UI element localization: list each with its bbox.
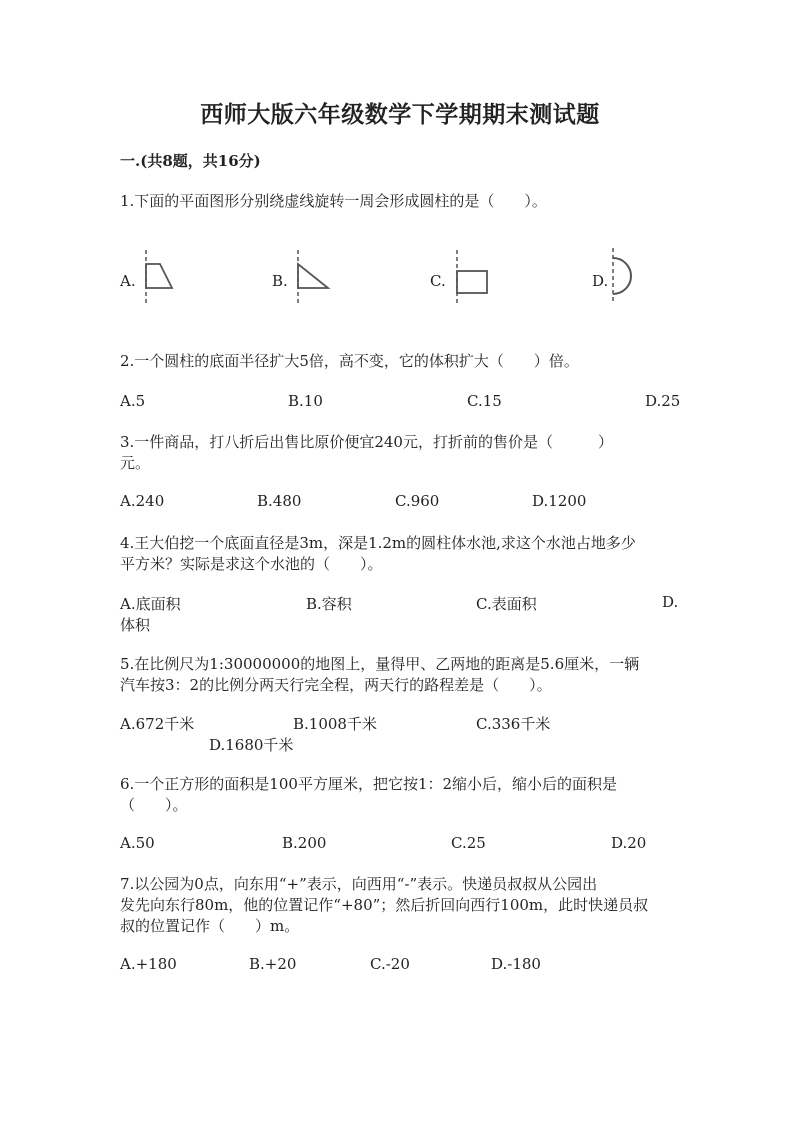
rectangle-axis-icon bbox=[449, 248, 499, 308]
q1-option-c-label: C. bbox=[430, 272, 446, 290]
triangle-axis-icon bbox=[290, 248, 340, 308]
question-4-text-line-2: 平方米？实际是求这个水池的（ ）。 bbox=[120, 555, 383, 573]
q5-option-a: A.672千米 bbox=[120, 715, 195, 733]
section-heading: 一.(共8题，共16分) bbox=[120, 152, 261, 170]
question-3-text-line-2: 元。 bbox=[120, 454, 151, 472]
q4-option-c: C.表面积 bbox=[476, 595, 537, 613]
q6-option-d: D.20 bbox=[611, 834, 647, 852]
q7-option-c: C.-20 bbox=[370, 955, 410, 973]
q2-option-a: A.5 bbox=[120, 392, 146, 410]
q4-option-d-continued: 体积 bbox=[120, 616, 151, 634]
q4-option-a: A.底面积 bbox=[120, 595, 181, 613]
question-1-text: 1.下面的平面图形分别绕虚线旋转一周会形成圆柱的是（ ）。 bbox=[120, 192, 547, 210]
question-7-text-line-3: 叔的位置记作（ ）m。 bbox=[120, 917, 300, 935]
question-6-text-line-1: 6.一个正方形的面积是100平方厘米，把它按1：2缩小后，缩小后的面积是 bbox=[120, 775, 618, 793]
page-title: 西师大版六年级数学下学期期末测试题 bbox=[200, 101, 600, 128]
q5-option-d: D.1680千米 bbox=[209, 736, 294, 754]
q6-option-a: A.50 bbox=[120, 834, 155, 852]
q1-option-a-label: A. bbox=[120, 272, 136, 290]
q6-option-c: C.25 bbox=[451, 834, 486, 852]
q3-option-a: A.240 bbox=[120, 492, 165, 510]
question-5-text-line-1: 5.在比例尺为1:30000000的地图上，量得甲、乙两地的距离是5.6厘米，一辆 bbox=[120, 655, 640, 673]
q1-option-d-label: D. bbox=[592, 272, 609, 290]
question-6-text-line-2: （ ）。 bbox=[120, 796, 188, 814]
q3-option-c: C.960 bbox=[395, 492, 440, 510]
q4-option-b: B.容积 bbox=[306, 595, 352, 613]
q3-option-b: B.480 bbox=[257, 492, 302, 510]
question-5-text-line-2: 汽车按3：2的比例分两天行完全程，两天行的路程差是（ ）。 bbox=[120, 676, 552, 694]
q2-option-d: D.25 bbox=[645, 392, 681, 410]
q2-option-b: B.10 bbox=[288, 392, 323, 410]
q3-option-d: D.1200 bbox=[532, 492, 587, 510]
semicircle-axis-icon bbox=[605, 246, 645, 310]
q5-option-b: B.1008千米 bbox=[293, 715, 377, 733]
q6-option-b: B.200 bbox=[282, 834, 327, 852]
q7-option-a: A.+180 bbox=[120, 955, 177, 973]
question-7-text-line-1: 7.以公园为0点，向东用“+”表示，向西用“-”表示。快递员叔叔从公园出 bbox=[120, 875, 598, 893]
question-3-text-line-1: 3.一件商品，打八折后出售比原价便宜240元，打折前的售价是（ ） bbox=[120, 433, 613, 451]
q7-option-d: D.-180 bbox=[491, 955, 541, 973]
question-2-text: 2.一个圆柱的底面半径扩大5倍，高不变，它的体积扩大（ ）倍。 bbox=[120, 352, 579, 370]
q7-option-b: B.+20 bbox=[249, 955, 297, 973]
question-4-text-line-1: 4.王大伯挖一个底面直径是3m，深是1.2m的圆柱体水池,求这个水池占地多少 bbox=[120, 534, 636, 552]
q4-option-d: D. bbox=[662, 593, 679, 611]
q2-option-c: C.15 bbox=[467, 392, 502, 410]
q5-option-c: C.336千米 bbox=[476, 715, 551, 733]
question-7-text-line-2: 发先向东行80m，他的位置记作“+80”；然后折回向西行100m，此时快递员叔 bbox=[120, 896, 649, 914]
q1-option-b-label: B. bbox=[272, 272, 288, 290]
trapezoid-axis-icon bbox=[138, 248, 178, 308]
